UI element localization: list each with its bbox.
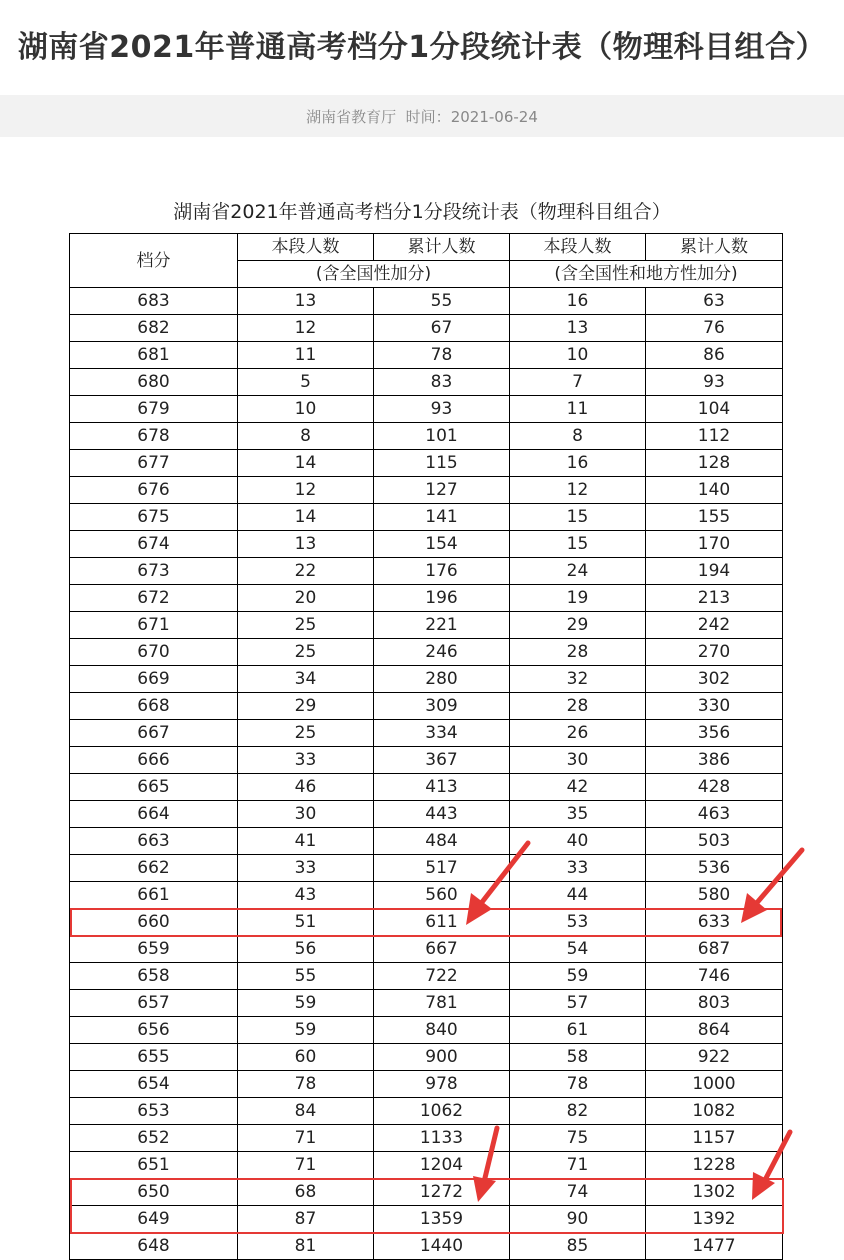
cell-cum1: 93: [374, 396, 510, 423]
cell-score: 681: [70, 342, 238, 369]
cell-seg1: 59: [238, 1017, 374, 1044]
cell-seg1: 81: [238, 1233, 374, 1260]
header-cum1: 累计人数: [374, 234, 510, 261]
cell-score: 675: [70, 504, 238, 531]
cell-score: 656: [70, 1017, 238, 1044]
cell-seg1: 14: [238, 450, 374, 477]
cell-seg2: 13: [510, 315, 646, 342]
publish-date: 2021-06-24: [450, 108, 538, 126]
cell-cum1: 517: [374, 855, 510, 882]
cell-seg2: 74: [510, 1179, 646, 1206]
cell-cum1: 196: [374, 585, 510, 612]
cell-cum1: 1204: [374, 1152, 510, 1179]
cell-seg2: 24: [510, 558, 646, 585]
cell-score: 650: [70, 1179, 238, 1206]
cell-cum2: 213: [646, 585, 783, 612]
table-caption: 湖南省2021年普通高考档分1分段统计表（物理科目组合）: [173, 201, 671, 223]
cell-cum2: 922: [646, 1044, 783, 1071]
table-row: [70, 1071, 783, 1098]
cell-score: 682: [70, 315, 238, 342]
cell-cum2: 140: [646, 477, 783, 504]
cell-seg1: 22: [238, 558, 374, 585]
table-row: [70, 369, 783, 396]
cell-cum1: 280: [374, 666, 510, 693]
cell-cum2: 242: [646, 612, 783, 639]
cell-seg2: 82: [510, 1098, 646, 1125]
cell-seg2: 54: [510, 936, 646, 963]
cell-seg1: 11: [238, 342, 374, 369]
cell-seg2: 35: [510, 801, 646, 828]
table-row: [70, 612, 783, 639]
table-row: [70, 801, 783, 828]
table-row: [70, 423, 783, 450]
table-row: [70, 1017, 783, 1044]
cell-cum2: 93: [646, 369, 783, 396]
cell-seg2: 15: [510, 531, 646, 558]
table-row: [70, 585, 783, 612]
cell-seg2: 10: [510, 342, 646, 369]
cell-cum2: 386: [646, 747, 783, 774]
cell-score: 659: [70, 936, 238, 963]
cell-seg1: 29: [238, 693, 374, 720]
table-row: [70, 720, 783, 747]
cell-score: 667: [70, 720, 238, 747]
cell-seg2: 16: [510, 450, 646, 477]
cell-cum1: 367: [374, 747, 510, 774]
cell-seg2: 15: [510, 504, 646, 531]
cell-cum1: 1272: [374, 1179, 510, 1206]
cell-score: 683: [70, 288, 238, 315]
cell-seg1: 68: [238, 1179, 374, 1206]
cell-cum2: 86: [646, 342, 783, 369]
table-row: [70, 1044, 783, 1071]
cell-seg1: 30: [238, 801, 374, 828]
cell-seg1: 12: [238, 315, 374, 342]
cell-seg1: 8: [238, 423, 374, 450]
cell-score: 649: [70, 1206, 238, 1233]
cell-cum1: 176: [374, 558, 510, 585]
table-row: [70, 693, 783, 720]
cell-seg2: 58: [510, 1044, 646, 1071]
header-group2-note: (含全国性和地方性加分): [510, 261, 783, 288]
table-row: [70, 1179, 783, 1206]
header-score: 档分: [70, 234, 238, 288]
cell-score: 654: [70, 1071, 238, 1098]
cell-cum1: 667: [374, 936, 510, 963]
cell-seg1: 5: [238, 369, 374, 396]
cell-seg1: 84: [238, 1098, 374, 1125]
cell-cum2: 330: [646, 693, 783, 720]
table-row: [70, 1152, 783, 1179]
table-row: [70, 1233, 783, 1260]
header-seg2: 本段人数: [510, 234, 646, 261]
cell-cum2: 1157: [646, 1125, 783, 1152]
cell-seg2: 28: [510, 693, 646, 720]
cell-seg1: 10: [238, 396, 374, 423]
cell-seg1: 71: [238, 1125, 374, 1152]
cell-score: 660: [70, 909, 238, 936]
cell-cum1: 1062: [374, 1098, 510, 1125]
cell-cum2: 1392: [646, 1206, 783, 1233]
cell-seg1: 55: [238, 963, 374, 990]
header-seg1: 本段人数: [238, 234, 374, 261]
table-row: [70, 504, 783, 531]
cell-cum1: 154: [374, 531, 510, 558]
cell-cum2: 112: [646, 423, 783, 450]
cell-cum2: 155: [646, 504, 783, 531]
cell-score: 669: [70, 666, 238, 693]
cell-cum2: 536: [646, 855, 783, 882]
cell-seg1: 71: [238, 1152, 374, 1179]
table-row: [70, 747, 783, 774]
table-row: [70, 855, 783, 882]
header-cum2: 累计人数: [646, 234, 783, 261]
cell-seg2: 61: [510, 1017, 646, 1044]
cell-seg2: 32: [510, 666, 646, 693]
cell-cum2: 170: [646, 531, 783, 558]
cell-cum1: 611: [374, 909, 510, 936]
cell-cum1: 484: [374, 828, 510, 855]
cell-seg2: 44: [510, 882, 646, 909]
cell-seg1: 34: [238, 666, 374, 693]
cell-seg1: 51: [238, 909, 374, 936]
cell-cum1: 221: [374, 612, 510, 639]
cell-cum1: 722: [374, 963, 510, 990]
cell-seg2: 28: [510, 639, 646, 666]
cell-cum2: 1302: [646, 1179, 783, 1206]
cell-seg1: 60: [238, 1044, 374, 1071]
cell-score: 648: [70, 1233, 238, 1260]
cell-score: 676: [70, 477, 238, 504]
cell-seg2: 26: [510, 720, 646, 747]
cell-cum2: 1082: [646, 1098, 783, 1125]
cell-cum1: 334: [374, 720, 510, 747]
table-row: [70, 639, 783, 666]
cell-seg1: 59: [238, 990, 374, 1017]
cell-seg1: 46: [238, 774, 374, 801]
cell-cum1: 560: [374, 882, 510, 909]
cell-cum2: 128: [646, 450, 783, 477]
score-table: [69, 233, 783, 1260]
cell-cum2: 1000: [646, 1071, 783, 1098]
cell-score: 663: [70, 828, 238, 855]
table-row: [70, 477, 783, 504]
cell-seg2: 42: [510, 774, 646, 801]
cell-cum1: 1359: [374, 1206, 510, 1233]
cell-seg2: 7: [510, 369, 646, 396]
table-row: [70, 774, 783, 801]
cell-cum2: 76: [646, 315, 783, 342]
cell-seg2: 19: [510, 585, 646, 612]
table-row: [70, 558, 783, 585]
table-row: [70, 531, 783, 558]
page-title: 湖南省2021年普通高考档分1分段统计表（物理科目组合）: [17, 30, 827, 65]
cell-cum1: 900: [374, 1044, 510, 1071]
cell-score: 658: [70, 963, 238, 990]
cell-cum1: 1440: [374, 1233, 510, 1260]
cell-score: 674: [70, 531, 238, 558]
cell-score: 672: [70, 585, 238, 612]
table-row: [70, 396, 783, 423]
table-row: [70, 1125, 783, 1152]
cell-cum1: 309: [374, 693, 510, 720]
cell-cum2: 1477: [646, 1233, 783, 1260]
cell-seg2: 59: [510, 963, 646, 990]
cell-score: 679: [70, 396, 238, 423]
header-group1-note: (含全国性加分): [238, 261, 510, 288]
cell-cum2: 194: [646, 558, 783, 585]
cell-cum1: 443: [374, 801, 510, 828]
table-row: [70, 315, 783, 342]
cell-seg1: 78: [238, 1071, 374, 1098]
article-meta: [0, 106, 844, 127]
cell-seg1: 33: [238, 747, 374, 774]
cell-seg2: 53: [510, 909, 646, 936]
cell-cum1: 83: [374, 369, 510, 396]
cell-seg2: 40: [510, 828, 646, 855]
table-row: [70, 450, 783, 477]
cell-cum2: 1228: [646, 1152, 783, 1179]
cell-cum1: 781: [374, 990, 510, 1017]
cell-seg1: 43: [238, 882, 374, 909]
cell-cum2: 463: [646, 801, 783, 828]
cell-score: 664: [70, 801, 238, 828]
cell-seg2: 16: [510, 288, 646, 315]
cell-score: 651: [70, 1152, 238, 1179]
cell-seg1: 25: [238, 612, 374, 639]
table-body: [70, 288, 783, 1260]
cell-cum2: 270: [646, 639, 783, 666]
cell-score: 666: [70, 747, 238, 774]
cell-seg2: 71: [510, 1152, 646, 1179]
cell-seg1: 20: [238, 585, 374, 612]
cell-seg1: 13: [238, 288, 374, 315]
cell-seg2: 57: [510, 990, 646, 1017]
cell-seg2: 78: [510, 1071, 646, 1098]
cell-score: 665: [70, 774, 238, 801]
table-row: [70, 666, 783, 693]
cell-score: 662: [70, 855, 238, 882]
cell-seg2: 33: [510, 855, 646, 882]
cell-seg2: 85: [510, 1233, 646, 1260]
cell-seg1: 25: [238, 639, 374, 666]
cell-score: 657: [70, 990, 238, 1017]
cell-seg2: 90: [510, 1206, 646, 1233]
table-row: [70, 990, 783, 1017]
cell-seg1: 12: [238, 477, 374, 504]
table-row: [70, 1206, 783, 1233]
cell-cum2: 633: [646, 909, 783, 936]
cell-score: 655: [70, 1044, 238, 1071]
cell-seg2: 11: [510, 396, 646, 423]
cell-cum1: 127: [374, 477, 510, 504]
cell-cum2: 63: [646, 288, 783, 315]
table-row: [70, 288, 783, 315]
table-row: [70, 963, 783, 990]
cell-cum1: 55: [374, 288, 510, 315]
cell-cum1: 413: [374, 774, 510, 801]
cell-cum1: 67: [374, 315, 510, 342]
cell-seg2: 8: [510, 423, 646, 450]
cell-seg2: 75: [510, 1125, 646, 1152]
source-label: 湖南省教育厅: [306, 108, 397, 126]
cell-score: 677: [70, 450, 238, 477]
time-label: 时间：: [405, 108, 451, 126]
cell-cum2: 687: [646, 936, 783, 963]
cell-seg1: 14: [238, 504, 374, 531]
cell-seg2: 30: [510, 747, 646, 774]
cell-cum2: 104: [646, 396, 783, 423]
cell-seg1: 13: [238, 531, 374, 558]
cell-score: 670: [70, 639, 238, 666]
cell-cum1: 115: [374, 450, 510, 477]
cell-score: 680: [70, 369, 238, 396]
cell-seg2: 12: [510, 477, 646, 504]
table-row: [70, 882, 783, 909]
cell-score: 673: [70, 558, 238, 585]
cell-cum1: 141: [374, 504, 510, 531]
cell-cum2: 428: [646, 774, 783, 801]
cell-score: 668: [70, 693, 238, 720]
table-row: [70, 1098, 783, 1125]
cell-score: 661: [70, 882, 238, 909]
cell-cum1: 78: [374, 342, 510, 369]
cell-cum2: 356: [646, 720, 783, 747]
cell-cum2: 503: [646, 828, 783, 855]
table-row: [70, 936, 783, 963]
cell-seg1: 33: [238, 855, 374, 882]
cell-cum1: 101: [374, 423, 510, 450]
cell-cum1: 978: [374, 1071, 510, 1098]
cell-score: 678: [70, 423, 238, 450]
cell-cum2: 580: [646, 882, 783, 909]
header-row-1: [70, 234, 783, 261]
cell-cum2: 864: [646, 1017, 783, 1044]
cell-seg1: 41: [238, 828, 374, 855]
cell-cum2: 746: [646, 963, 783, 990]
cell-cum2: 302: [646, 666, 783, 693]
table-row: [70, 342, 783, 369]
cell-score: 671: [70, 612, 238, 639]
cell-score: 652: [70, 1125, 238, 1152]
cell-score: 653: [70, 1098, 238, 1125]
cell-cum1: 1133: [374, 1125, 510, 1152]
table-row: [70, 909, 783, 936]
table-row: [70, 828, 783, 855]
cell-seg1: 87: [238, 1206, 374, 1233]
cell-seg1: 56: [238, 936, 374, 963]
cell-cum1: 840: [374, 1017, 510, 1044]
cell-seg2: 29: [510, 612, 646, 639]
cell-seg1: 25: [238, 720, 374, 747]
cell-cum1: 246: [374, 639, 510, 666]
cell-cum2: 803: [646, 990, 783, 1017]
